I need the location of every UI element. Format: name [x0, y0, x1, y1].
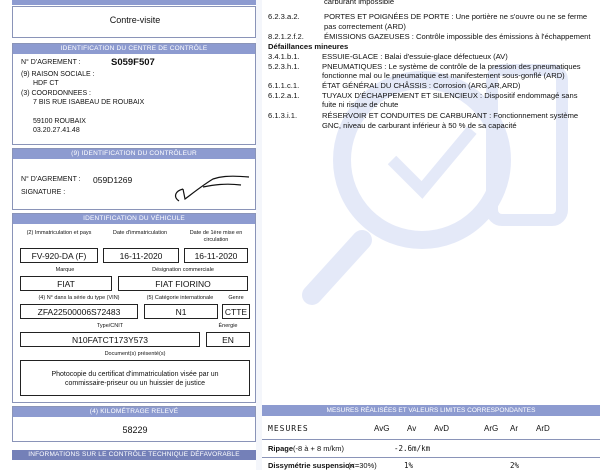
dissymetrie-row: [262, 457, 600, 470]
energie-caption: Énergie: [218, 323, 238, 329]
address-line2: 59100 ROUBAIX: [33, 118, 86, 125]
minor-item: [268, 111, 578, 121]
visit-type-section: [12, 6, 256, 38]
centre-agrement-value: S059F507: [111, 57, 155, 68]
dissym-label: Dissymétrie suspension: [268, 461, 355, 470]
defect-top-text: carburant impossible: [324, 0, 395, 6]
marque-caption: Marque: [55, 267, 75, 273]
minor-item: [268, 121, 517, 131]
minor-text: GNC, niveau de carburant inférieur à 50 % de sa capacité: [322, 121, 517, 130]
visit-type-label: Contre-visite: [109, 15, 161, 25]
ripage-value: -2.6m/km: [394, 444, 431, 453]
date-circ-caption: Date de 1ère mise en circulation: [189, 230, 243, 243]
ripage-label: Ripage: [268, 444, 294, 453]
vin-caption: (4) N° dans la série du type (VIN): [38, 295, 120, 301]
defect-top-line: [268, 0, 394, 7]
raison-value: HDF CT: [33, 80, 59, 87]
minor-code: 6.1.1.c.1.: [268, 81, 300, 90]
coord-label: (3) COORDONNEES :: [21, 90, 92, 97]
defect-code: 6.2.3.a.2.: [268, 12, 300, 21]
immat-value: FV-920-DA (F): [20, 248, 98, 263]
ripage-row: [262, 441, 600, 456]
minor-item: [268, 100, 398, 110]
categorie-caption: (5) Catégorie internationale: [146, 295, 214, 301]
minor-code: 5.2.3.h.1.: [268, 62, 300, 71]
date-immat-caption: Date d'immatriculation: [112, 230, 168, 236]
minor-text: fonctionne mal ou le pneumatique est manifestement sous-gonflé (ARD): [322, 71, 565, 80]
signature-mark: [163, 169, 253, 205]
minor-item: [268, 71, 565, 81]
col-avd: AvD: [434, 424, 449, 433]
signature-label: SIGNATURE :: [21, 189, 66, 196]
mesures-title: MESURES: [268, 424, 309, 433]
minor-item: [268, 81, 520, 91]
centre-section: [12, 43, 256, 145]
centre-band: IDENTIFICATION DU CENTRE DE CONTRÔLE: [13, 44, 255, 54]
centre-agrement-label: N° D'AGREMENT :: [21, 59, 81, 66]
info-band: INFORMATIONS SUR LE CONTRÔLE TECHNIQUE DÉFAVORABLE: [12, 450, 256, 460]
controleur-agrement-label: N° D'AGREMENT :: [21, 176, 81, 183]
defect-item: [268, 12, 587, 22]
minor-heading: Défaillances mineures: [268, 42, 349, 51]
documents-line2: commissaire-priseur ou un huissier de justice: [64, 380, 206, 387]
minor-text: RÉSERVOIR ET CONDUITES DE CARBURANT : Fonctionnement système: [322, 111, 579, 120]
dissym-av: 1%: [404, 461, 414, 470]
centre-phone: 03.20.27.41.48: [33, 127, 80, 134]
ripage-range: (-8 à + 8 m/km): [293, 444, 345, 453]
mesures-header-row: [262, 418, 600, 440]
minor-code: 6.1.2.a.1.: [268, 91, 300, 100]
col-ard: ArD: [536, 424, 550, 433]
minor-code: 3.4.1.b.1.: [268, 52, 300, 61]
documents-line1: Photocopie du certificat d'immatriculation visée par un: [51, 371, 219, 378]
controleur-section: [12, 148, 256, 210]
minor-text: PNEUMATIQUES : Le système de contrôle de la pression des pneumatiques: [322, 62, 581, 71]
designation-caption: Désignation commerciale: [152, 267, 214, 273]
col-avg: AvG: [374, 424, 390, 433]
marque-value: FIAT: [20, 276, 112, 291]
date-circ-value: 16-11-2020: [184, 248, 248, 263]
raison-label: (9) RAISON SOCIALE :: [21, 71, 95, 78]
minor-text: ESSUIE-GLACE : Balai d'essuie-glace défectueux (AV): [322, 52, 508, 61]
minor-code: 6.1.3.i.1.: [268, 111, 298, 120]
defect-code: 8.2.1.2.f.2.: [268, 32, 304, 41]
defect-text: ÉMISSIONS GAZEUSES : Contrôle impossible des émissions à l'échappement: [324, 32, 591, 41]
minor-text: ÉTAT GÉNÉRAL DU CHÂSSIS : Corrosion (ARG,AR,ARD): [322, 81, 521, 90]
left-column: [0, 0, 256, 470]
mesures-band: MESURES RÉALISÉES ET VALEURS LIMITES CORRESPONDANTES: [262, 405, 600, 416]
controleur-agrement-value: 059D1269: [93, 175, 133, 185]
defect-item: [268, 22, 406, 32]
documents-box: [20, 360, 250, 396]
kilometrage-section: [12, 406, 256, 442]
genre-caption: Genre: [228, 295, 244, 301]
energie-value: EN: [206, 332, 250, 347]
typecnit-caption: Type/CNIT: [96, 323, 124, 329]
defect-text: PORTES ET POIGNÉES DE PORTE : Une portière ne s'ouvre ou ne se ferme: [324, 12, 588, 21]
controleur-band: (9) IDENTIFICATION DU CONTRÔLEUR: [13, 149, 255, 159]
dissym-ar: 2%: [510, 461, 520, 470]
date-immat-value: 16-11-2020: [103, 248, 179, 263]
top-band: [12, 0, 256, 5]
vehicule-band: IDENTIFICATION DU VÉHICULE: [13, 214, 255, 224]
immat-caption: (2) Immatriculation et pays: [26, 230, 92, 236]
typecnit-value: N10FATCT173Y573: [20, 332, 200, 347]
defect-item: [268, 32, 591, 42]
address-line1: 7 BIS RUE ISABEAU DE ROUBAIX: [33, 99, 145, 106]
minor-text: fuite ni risque de chute: [322, 100, 399, 109]
col-ar: Ar: [510, 424, 518, 433]
documents-caption: Document(s) présenté(s): [104, 351, 166, 357]
minor-item: [268, 52, 508, 62]
vin-value: ZFA22500006S72483: [20, 304, 138, 319]
dissym-range: (<=30%): [348, 461, 377, 470]
designation-value: FIAT FIORINO: [118, 276, 248, 291]
categorie-value: N1: [144, 304, 218, 319]
defect-text: pas correctement (ARD): [324, 22, 406, 31]
minor-text: TUYAUX D'ÉCHAPPEMENT ET SILENCIEUX : Dispositif endommagé sans: [322, 91, 578, 100]
col-arg: ArG: [484, 424, 499, 433]
kilometrage-value: 58229: [122, 425, 148, 435]
genre-value: CTTE: [222, 304, 250, 319]
kilometrage-band: (4) KILOMÉTRAGE RELEVÉ: [13, 407, 255, 417]
col-av: Av: [407, 424, 417, 433]
